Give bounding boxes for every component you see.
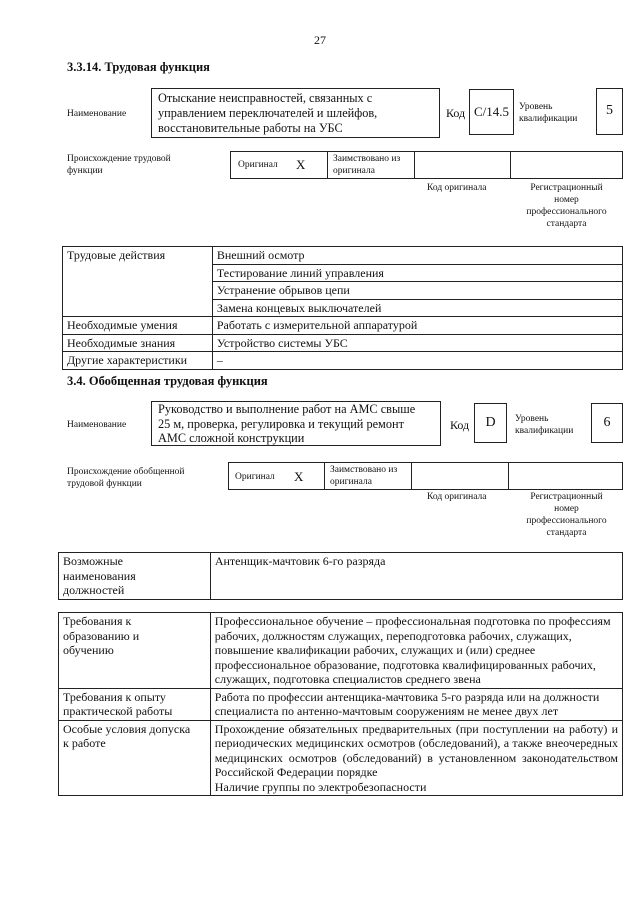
row-value-text: Наличие группы по электробезопасности <box>214 779 427 794</box>
table-row <box>59 688 623 720</box>
name-label: Наименование <box>67 420 127 430</box>
level-box <box>596 88 623 135</box>
origin-label: Происхождение трудовой функции <box>67 154 171 176</box>
code-original-label: Код оригинала <box>427 183 487 193</box>
table-row <box>63 334 623 352</box>
row-label: Требования к образованию и обучению <box>59 613 211 689</box>
origin-label: Происхождение обобщенной трудовой функции <box>67 467 185 489</box>
function-name: Отыскание неисправностей, связанных с управлением переключателей и шлейфов, восстановительные работы на УБС <box>158 91 378 135</box>
row-value: Работать с измерительной аппаратурой <box>212 317 622 335</box>
positions-table <box>58 552 623 600</box>
table-row <box>59 720 623 796</box>
row-value: Работа по профессии антенщика-мачтовика 5-го разряда или на должности специалиста по антенно-мачтовым сооружениям не менее двух лет <box>210 688 622 720</box>
reg-number-label: Регистрационный номер профессионального стандарта <box>526 492 607 538</box>
original-mark: X <box>294 469 304 484</box>
generalized-function-name: Руководство и выполнение работ на АМС свыше 25 м, проверка, регулировка и текущий ремонт АМС сложной конструкции <box>158 402 416 445</box>
function-name-box <box>151 88 440 138</box>
borrowed-label: Заимствовано из оригинала <box>330 465 398 487</box>
generalized-function-name-box <box>151 401 441 446</box>
section-heading: 3.4. Обобщенная трудовая функция <box>67 374 268 388</box>
labor-function-table <box>62 246 623 370</box>
row-value-text: Прохождение обязательных предварительных (при поступлении на работу) и периодических медицинских осмотров (обследований), а также внеочередных медицинских осмотров (обследований) в установленном законодательством Российской Федерации порядке <box>214 721 618 779</box>
code-value: C/14.5 <box>473 104 510 119</box>
code-box <box>469 89 514 135</box>
code-box <box>474 403 507 443</box>
row-label: Возможные наименования должностей <box>59 553 211 600</box>
row-label: Другие характеристики <box>63 352 213 370</box>
requirements-table <box>58 612 623 796</box>
level-label: Уровень квалификации <box>515 414 574 436</box>
row-value: Профессиональное обучение – профессиональная подготовка по профессиям рабочих, должностям служащих, переподготовка рабочих, служащих, повышение квалификации рабочих, служащих и (или) среднее профессиональное образование, подготовка квалифицированных рабочих, служащих, подготовка специалистов среднего звена <box>210 613 622 689</box>
code-label: Код <box>446 106 466 120</box>
row-value: Устранение обрывов цепи <box>212 282 622 300</box>
level-label: Уровень квалификации <box>519 102 578 124</box>
origin-box <box>230 151 623 179</box>
row-label: Трудовые действия <box>63 247 213 317</box>
page-number: 27 <box>314 33 326 47</box>
row-value: Устройство системы УБС <box>212 334 622 352</box>
table-row <box>59 613 623 689</box>
row-label: Необходимые знания <box>63 334 213 352</box>
row-value: Тестирование линий управления <box>212 264 622 282</box>
code-label: Код <box>450 418 470 432</box>
original-label: Оригинал <box>238 160 278 170</box>
row-value: Антенщик-мачтовик 6-го разряда <box>210 553 622 600</box>
code-original-label: Код оригинала <box>427 492 487 502</box>
section-heading: 3.3.14. Трудовая функция <box>67 60 210 74</box>
name-label: Наименование <box>67 109 127 119</box>
table-row <box>59 553 623 600</box>
borrowed-label: Заимствовано из оригинала <box>333 154 401 176</box>
code-value: D <box>485 415 496 430</box>
reg-number-label: Регистрационный номер профессионального стандарта <box>526 183 607 229</box>
original-label: Оригинал <box>235 472 275 482</box>
table-row <box>63 352 623 370</box>
row-label: Требования к опыту практической работы <box>59 688 211 720</box>
level-value: 6 <box>603 415 611 430</box>
row-value: Внешний осмотр <box>212 247 622 265</box>
row-value <box>210 720 622 796</box>
level-value: 5 <box>606 103 613 118</box>
row-value: – <box>212 352 622 370</box>
original-mark: X <box>296 157 306 172</box>
table-row <box>63 317 623 335</box>
row-label: Необходимые умения <box>63 317 213 335</box>
origin-box <box>228 462 623 490</box>
level-box <box>591 403 623 443</box>
table-row <box>63 247 623 265</box>
row-value: Замена концевых выключателей <box>212 299 622 317</box>
row-label: Особые условия допуска к работе <box>59 720 211 796</box>
